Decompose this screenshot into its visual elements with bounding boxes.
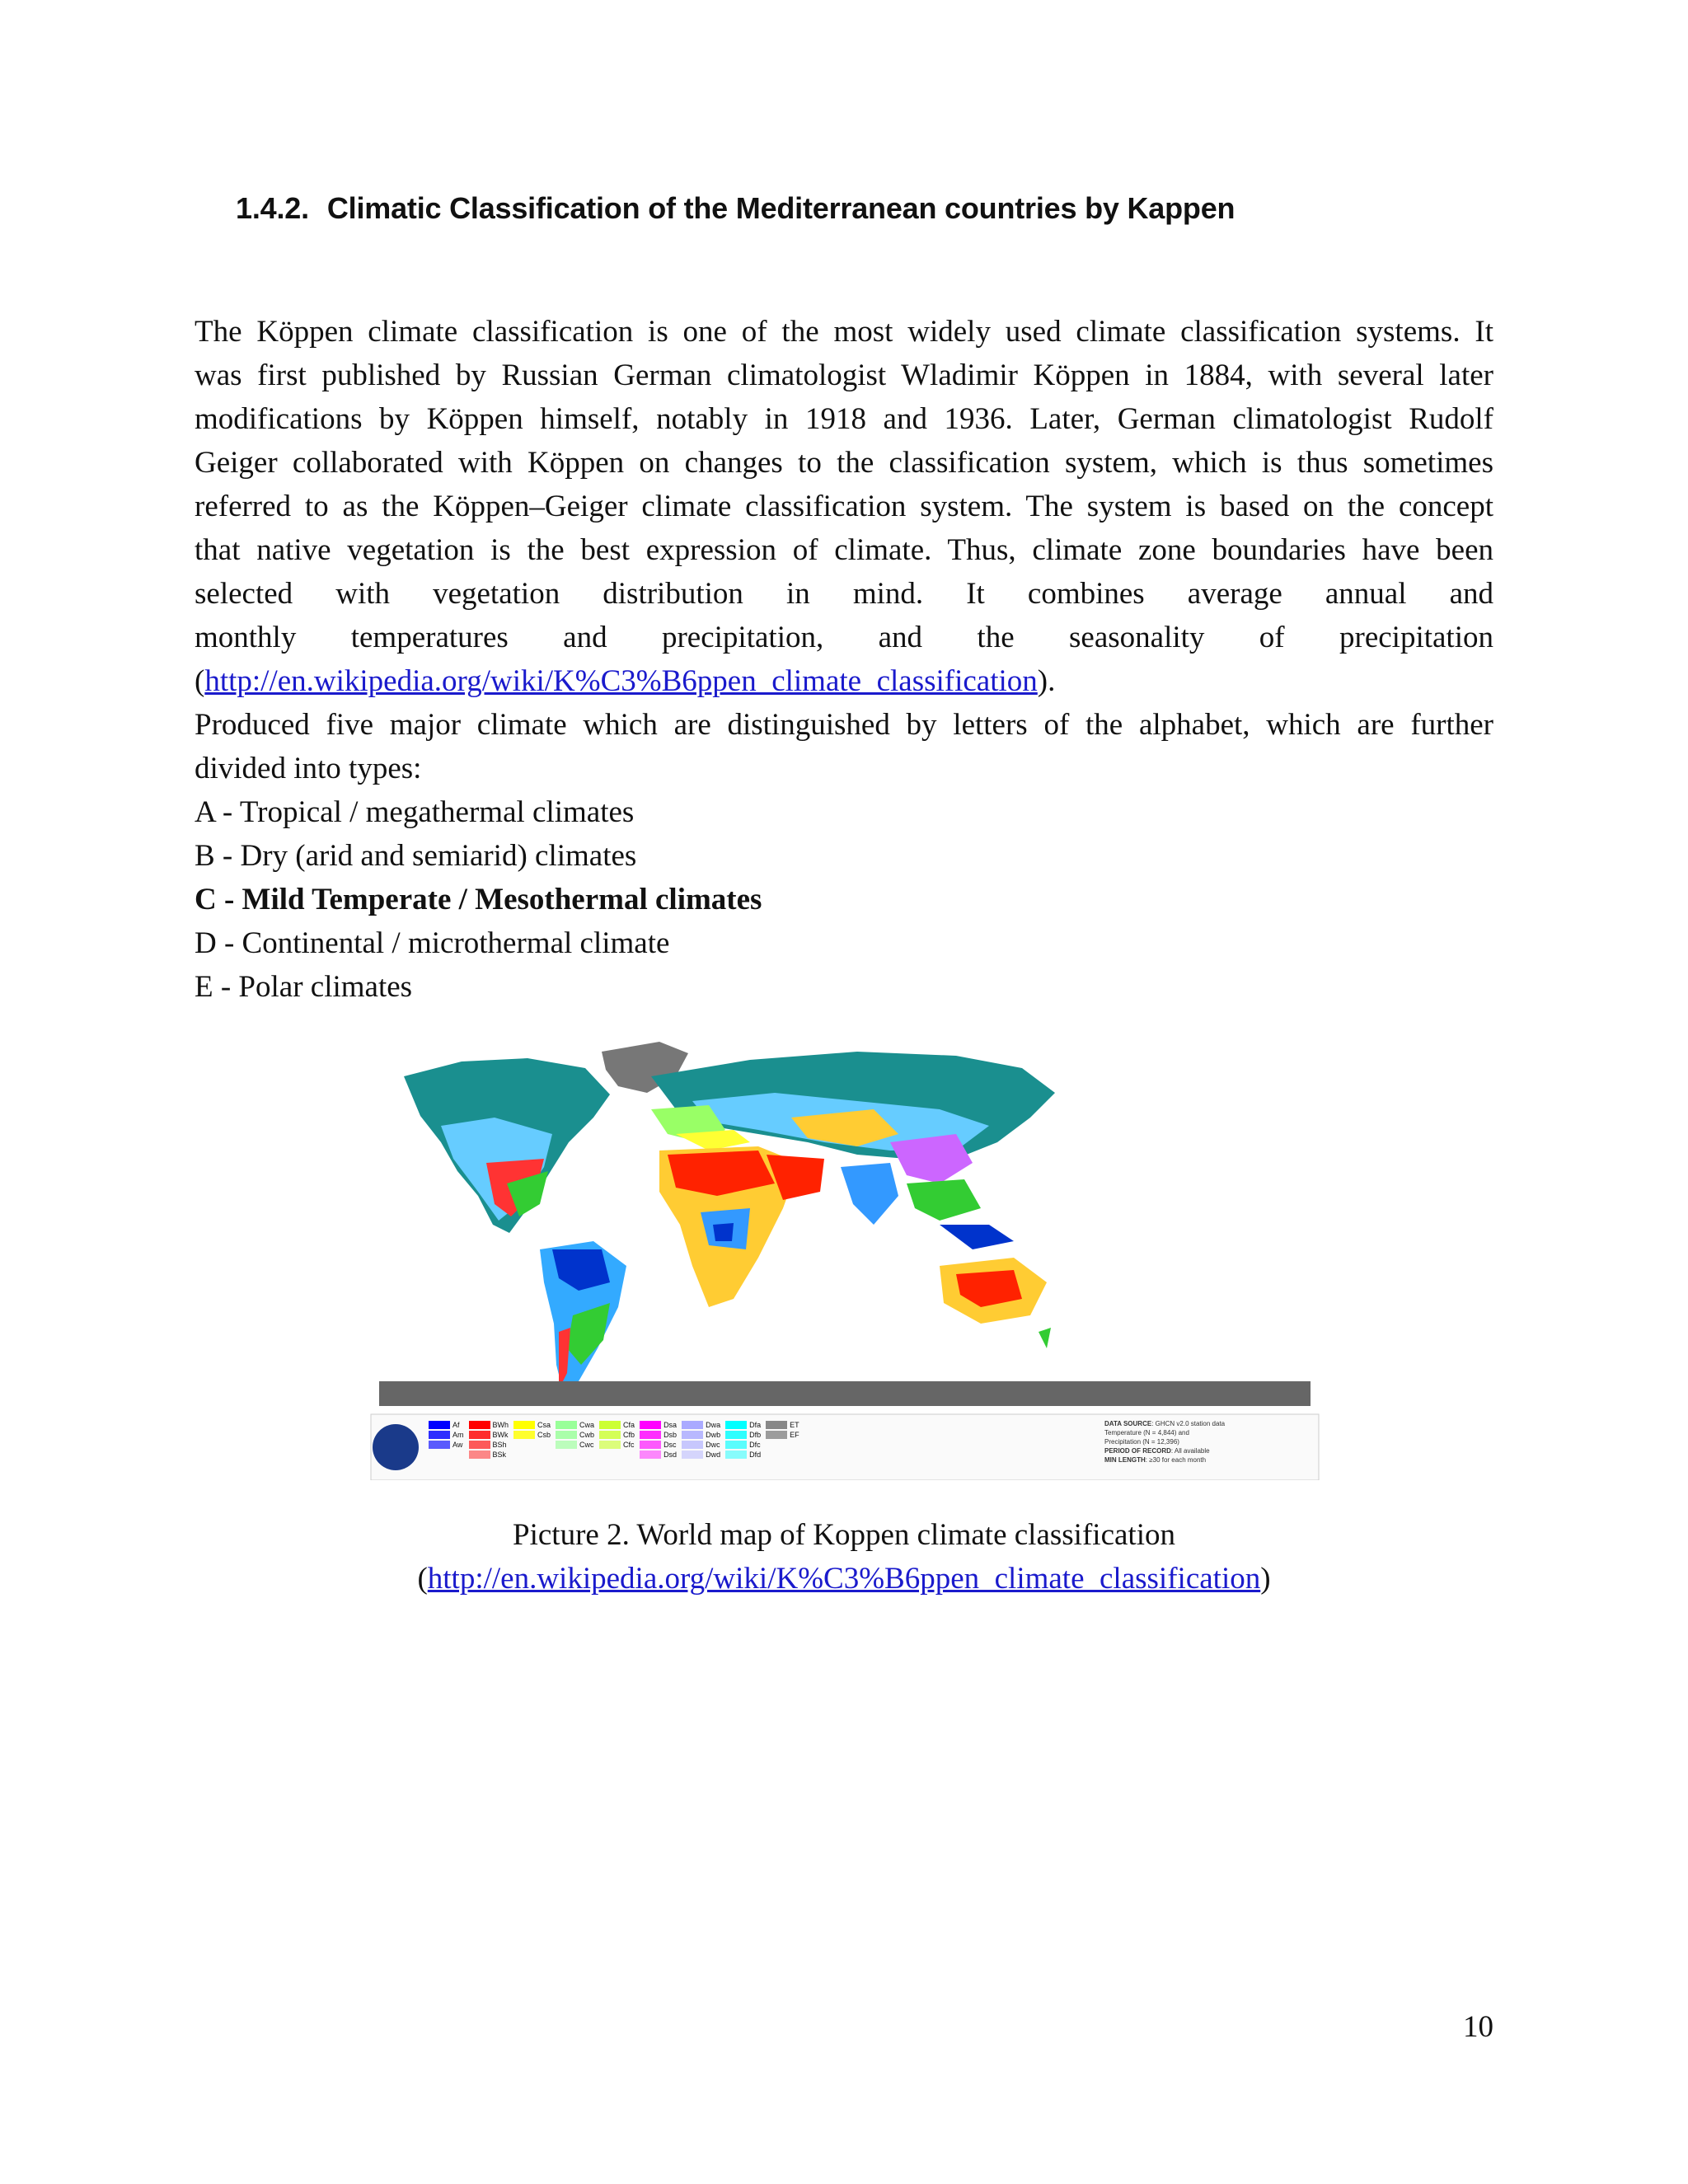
data-source-label: DATA SOURCE [1104,1420,1152,1427]
legend-swatch [682,1451,703,1459]
paragraph-line: The Köppen climate classification is one of the most widely used climate classification systems. It [195,315,1493,349]
legend-entry [429,1421,464,1429]
legend-entry [513,1431,551,1439]
section-heading [236,191,1235,226]
legend-code: Csb [537,1431,551,1439]
legend-column [640,1421,677,1460]
legend-code: EF [790,1431,799,1439]
legend-entry [469,1441,509,1449]
legend-swatch [513,1421,535,1429]
legend-swatch [640,1451,661,1459]
paragraph-line: referred to as the Köppen–Geiger climate classification system. The system is based on the concept [195,490,1493,523]
legend-entry [725,1421,761,1429]
legend-entry [469,1421,509,1429]
legend-entry [429,1431,464,1439]
legend-swatch [469,1451,490,1459]
legend-swatch [682,1441,703,1449]
legend-code: Cwb [579,1431,595,1439]
legend-swatch [556,1431,577,1439]
antarctica-shape [379,1381,1311,1406]
legend-code: Af [452,1421,460,1429]
legend-code: Csa [537,1421,551,1429]
caption-wikipedia-link[interactable]: http://en.wikipedia.org/wiki/K%C3%B6ppen_climate_classification [427,1562,1261,1596]
paragraph-line: modifications by Köppen himself, notably in 1918 and 1936. Later, German climatologist Rudolf [195,402,1493,436]
legend-code: BWh [492,1421,509,1429]
legend-code: BWk [492,1431,509,1439]
legend-entry [640,1421,677,1429]
legend-swatch [429,1441,450,1449]
legend-code: Dsc [663,1441,677,1449]
legend-swatch [429,1421,450,1429]
legend-swatch [682,1431,703,1439]
data-source-text: : GHCN v2.0 station data [1151,1420,1226,1427]
legend-code: Cfa [623,1421,635,1429]
legend-code: Dfb [749,1431,762,1439]
legend-column [513,1421,551,1460]
university-seal-logo [373,1424,419,1470]
legend-code: Dfd [749,1451,762,1459]
intro-line: Produced five major climate which are distinguished by letters of the alphabet, which are further [195,708,1493,742]
paragraph-line: was first published by Russian German climatologist Wladimir Köppen in 1884, with several later [195,359,1493,392]
legend-swatch [469,1421,490,1429]
legend-entry [640,1431,677,1439]
legend-code: Cfb [623,1431,635,1439]
wikipedia-link[interactable]: http://en.wikipedia.org/wiki/K%C3%B6ppen_climate_classification [204,664,1038,698]
paragraph-line: Geiger collaborated with Köppen on changes to the classification system, which is thus sometimes [195,446,1493,480]
section-title: Climatic Classification of the Mediterranean countries by Kappen [326,191,1236,225]
legend-entry [725,1431,761,1439]
legend-entry [513,1421,551,1429]
paren-close: ). [1037,664,1056,698]
legend-swatch [469,1441,490,1449]
climate-type-e: E - Polar climates [195,970,413,1004]
legend-swatch [725,1431,747,1439]
figure-caption: Picture 2. World map of Koppen climate classification [513,1518,1175,1552]
legend-column [469,1421,509,1460]
legend-entry [725,1441,761,1449]
caption-paren-open: ( [417,1562,428,1596]
koppen-map-figure [363,1019,1327,1480]
legend-entry [640,1451,677,1459]
legend-swatch [599,1441,621,1449]
legend-swatch [556,1421,577,1429]
legend-swatch [469,1431,490,1439]
caption-paren-close: ) [1260,1562,1271,1596]
paragraph-line: selected with vegetation distribution in mind. It combines average annual and [195,577,1493,611]
period-text: : All available [1170,1447,1210,1455]
min-length-text: : ≥30 for each month [1145,1456,1207,1464]
legend-column [429,1421,464,1460]
source-line [195,659,1493,703]
legend-entry [556,1441,594,1449]
legend-swatch [599,1431,621,1439]
legend-entry [599,1441,635,1449]
climate-type-d: D - Continental / microthermal climate [195,926,670,960]
legend-swatch [556,1441,577,1449]
legend-code: Dsd [663,1451,678,1459]
legend-column [556,1421,594,1460]
legend-code: Am [452,1431,464,1439]
legend-swatch [766,1421,787,1429]
legend-swatch [429,1431,450,1439]
legend-code: Dwc [706,1441,720,1449]
climate-type-c: C - Mild Temperate / Mesothermal climates [195,883,762,916]
legend-code: Dsa [663,1421,678,1429]
precipitation-text: Precipitation (N = 12,396) [1104,1438,1179,1446]
legend-code: Dfa [749,1421,762,1429]
legend-code: Aw [452,1441,463,1449]
legend-entry [766,1431,799,1439]
paragraph-line: that native vegetation is the best expression of climate. Thus, climate zone boundaries have been [195,533,1493,567]
legend-entry [556,1431,594,1439]
climate-type-a: A - Tropical / megathermal climates [195,795,635,829]
legend-column [766,1421,799,1460]
legend-entry [725,1451,761,1459]
period-label: PERIOD OF RECORD [1104,1447,1171,1455]
legend-code: Dwd [706,1451,721,1459]
temperature-text: Temperature (N = 4,844) and [1104,1429,1189,1436]
legend-swatch [599,1421,621,1429]
legend-entry [599,1431,635,1439]
legend-code: Dwb [706,1431,721,1439]
legend-code: Dsb [663,1431,678,1439]
min-length-label: MIN LENGTH [1104,1456,1146,1464]
legend-swatch [725,1421,747,1429]
page-number: 10 [1463,2010,1493,2044]
legend-swatch [640,1431,661,1439]
legend-swatch [725,1451,747,1459]
body-text [195,310,1493,1009]
africa-af-region [713,1223,734,1241]
legend-code: Cfc [623,1441,635,1449]
legend-entry [599,1421,635,1429]
paragraph-line: monthly temperatures and precipitation, and the seasonality of precipitation [195,621,1493,654]
legend-code: ET [790,1421,799,1429]
legend-entry [682,1451,720,1459]
legend-swatch [640,1441,661,1449]
legend-entry [766,1421,799,1429]
legend-code: Cwa [579,1421,595,1429]
caption-source [0,1557,1688,1601]
paren-open: ( [195,664,205,698]
climate-type-b: B - Dry (arid and semiarid) climates [195,839,637,873]
legend-entry [556,1421,594,1429]
legend-swatch [725,1441,747,1449]
legend-grid [429,1421,799,1460]
legend-swatch [513,1431,535,1439]
legend-swatch [766,1431,787,1439]
legend-entry [640,1441,677,1449]
koppen-world-map [363,1019,1327,1480]
legend-code: Cwc [579,1441,594,1449]
legend-entry [682,1431,720,1439]
legend-code: BSk [492,1451,507,1459]
legend-code: Dwa [706,1421,721,1429]
legend-entry [682,1441,720,1449]
legend-code: Dfc [749,1441,761,1449]
legend-notes [1104,1419,1319,1465]
legend-column [682,1421,720,1460]
legend-swatch [640,1421,661,1429]
legend-entry [682,1421,720,1429]
legend-entry [469,1451,509,1459]
legend-code: BSh [492,1441,507,1449]
legend-column [599,1421,635,1460]
legend-entry [429,1441,464,1449]
legend-entry [469,1431,509,1439]
intro-line: divided into types: [195,752,422,785]
section-number: 1.4.2. [236,191,309,225]
legend-swatch [682,1421,703,1429]
legend-column [725,1421,761,1460]
